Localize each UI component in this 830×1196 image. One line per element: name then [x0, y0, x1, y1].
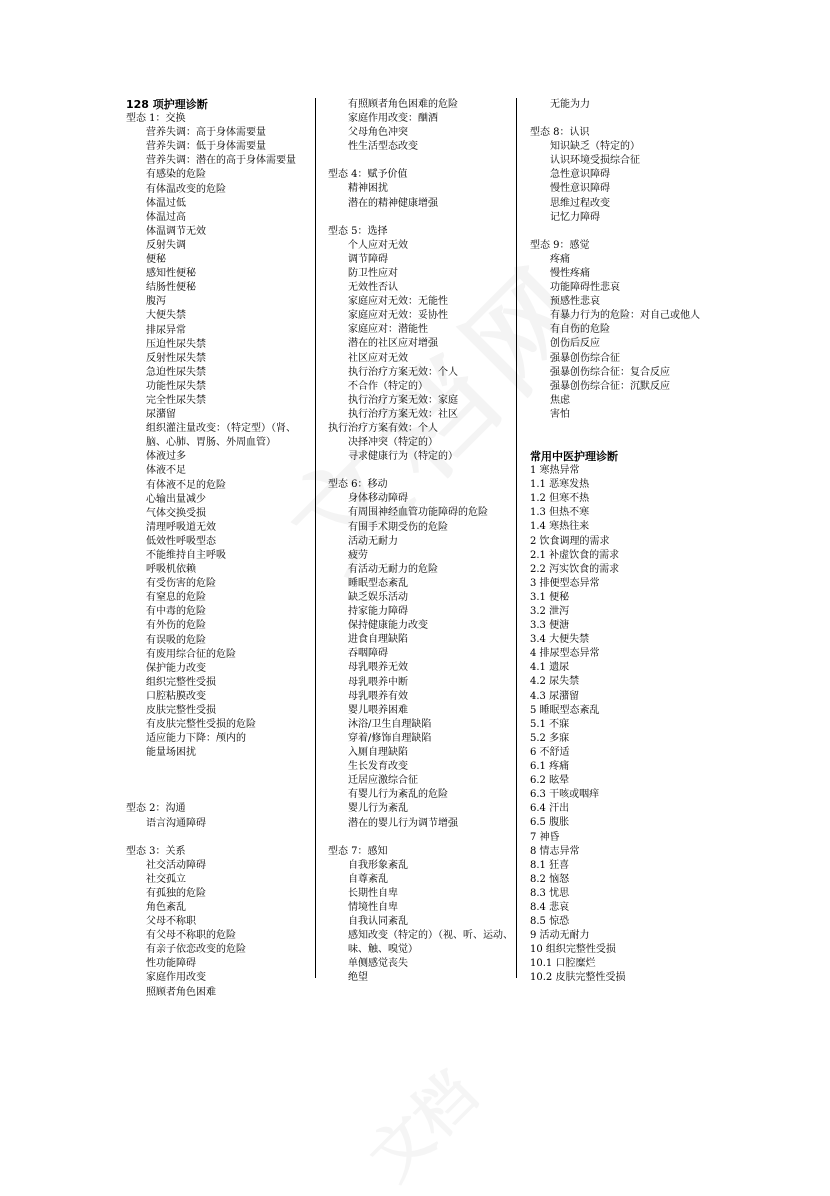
list-item: 5.1 不寐	[530, 718, 570, 730]
list-item: 母乳喂养无效	[348, 662, 408, 674]
list-item: 有中毒的危险	[146, 606, 206, 618]
list-item: 父母不称职	[146, 916, 196, 928]
column-3	[530, 98, 720, 986]
list-item: 5.2 多寐	[530, 732, 570, 744]
list-item: 母乳喂养中断	[348, 676, 408, 688]
list-item: 家庭应对无效：无能性	[348, 296, 448, 308]
list-item: 6 不舒适	[530, 746, 570, 758]
list-item: 记忆力障碍	[550, 211, 600, 223]
pattern-4-list	[328, 182, 514, 210]
list-item: 体温调节无效	[146, 225, 206, 237]
list-item: 保持健康能力改变	[348, 620, 428, 632]
list-item: 绝望	[348, 972, 368, 984]
list-item: 6.1 疼痛	[530, 761, 570, 773]
list-item: 活动无耐力	[348, 535, 398, 547]
list-item: 社交孤立	[146, 873, 186, 885]
list-item: 婴儿喂养困难	[348, 704, 408, 716]
list-item: 体液过多	[146, 451, 186, 463]
list-item: 功能障碍性悲哀	[550, 282, 620, 294]
list-item: 6.2 眩晕	[530, 775, 570, 787]
list-item: 不能维持自主呼吸	[146, 550, 226, 561]
list-item: 家庭应对：潜能性	[348, 324, 428, 336]
list-item: 有亲子依恋改变的危险	[146, 944, 246, 956]
pattern-7-list	[328, 859, 514, 929]
list-item: 8.3 忧思	[530, 887, 570, 899]
list-item: 尿潴留	[146, 409, 176, 421]
list-item: 大便失禁	[146, 310, 186, 322]
list-item: 皮肤完整性受损	[146, 705, 216, 717]
list-item: 4 排尿型态异常	[530, 648, 600, 660]
list-item: 4.3 尿潴留	[530, 690, 580, 702]
pattern-7-continued-list	[530, 98, 720, 112]
list-item: 6.5 腹胀	[530, 817, 570, 829]
pattern-1-list	[126, 126, 314, 422]
list-item: 强暴创伤综合征	[550, 352, 620, 364]
list-item: 呼吸机依赖	[146, 564, 196, 576]
list-item: 持家能力障碍	[348, 606, 408, 618]
list-item: 便秘	[146, 254, 166, 266]
list-item: 疼痛	[550, 253, 570, 265]
list-item: 长期性自卑	[348, 887, 398, 899]
list-item: 9 活动无耐力	[530, 930, 590, 942]
list-item: 家庭作用改变：酗酒	[348, 113, 438, 125]
list-item: 执行治疗方案无效：家庭	[348, 394, 458, 406]
list-item: 感知性便秘	[146, 268, 196, 280]
list-item: 6.4 汗出	[530, 803, 570, 815]
list-item: 自尊紊乱	[348, 873, 388, 885]
list-item: 慢性疼痛	[550, 267, 590, 279]
list-item: 营养失调：高于身体需要量	[146, 127, 266, 139]
list-item: 有窒息的危险	[146, 592, 206, 604]
pattern-2-list	[126, 817, 314, 831]
list-item: 有活动无耐力的危险	[348, 563, 438, 575]
list-item: 婴儿行为紊乱	[348, 803, 408, 815]
list-item: 2 饮食调理的需求	[530, 535, 610, 547]
list-item: 语言沟通障碍	[146, 817, 206, 829]
list-item: 精神困扰	[348, 183, 388, 195]
list-item: 社区应对无效	[348, 352, 408, 364]
list-item: 个人应对无效	[348, 239, 408, 251]
list-item: 迁居应激综合征	[348, 775, 418, 787]
pattern-5-list	[328, 239, 514, 422]
list-item: 10 组织完整性受损	[530, 944, 616, 956]
list-item: 有自伤的危险	[550, 324, 610, 336]
list-item: 排尿异常	[146, 324, 186, 336]
list-item: 急迫性尿失禁	[146, 366, 206, 378]
pattern-5-list-2	[328, 436, 514, 464]
list-item: 照顾者角色困难	[146, 986, 216, 998]
list-item: 调节障碍	[348, 253, 388, 265]
list-item: 3.2 泄泻	[530, 606, 570, 617]
list-item: 8.4 悲哀	[530, 901, 570, 913]
list-item: 有体液不足的危险	[146, 479, 226, 491]
list-item: 慢性意识障碍	[550, 183, 610, 195]
list-item: 单侧感觉丧失	[348, 958, 408, 970]
list-item: 自我形象紊乱	[348, 859, 408, 871]
list-item: 知识缺乏（特定的）	[550, 141, 640, 153]
pattern-8-list	[530, 140, 720, 225]
list-item: 1 寒热异常	[530, 465, 580, 477]
list-item: 强暴创伤综合征：沉默反应	[550, 380, 670, 392]
list-item: 体温过高	[146, 211, 186, 223]
list-item: 气体交换受损	[146, 507, 206, 519]
list-item: 4.2 尿失禁	[530, 676, 580, 688]
list-item: 不合作（特定的）	[348, 380, 428, 392]
tcm-title: 常用中医护理诊断	[530, 449, 618, 463]
column-1	[126, 98, 314, 1000]
list-item: 强暴创伤综合征：复合反应	[550, 366, 670, 378]
list-item: 性生活型态改变	[348, 141, 418, 153]
list-item: 家庭应对无效：妥协性	[348, 310, 448, 322]
list-item: 进食自理缺陷	[348, 634, 408, 646]
list-item: 防卫性应对	[348, 267, 398, 279]
list-item: 腹泻	[146, 296, 166, 308]
list-item: 无能为力	[550, 99, 590, 110]
list-item: 害怕	[550, 408, 570, 420]
list-item: 有受伤害的危险	[146, 578, 216, 590]
list-item: 组织完整性受损	[146, 676, 216, 688]
list-item: 1.1 恶寒发热	[530, 479, 590, 491]
pattern-2-heading: 型态 2：沟通	[126, 803, 186, 815]
list-item: 有体温改变的危险	[146, 183, 226, 195]
list-item: 清理呼吸道无效	[146, 521, 216, 533]
pattern-6-list	[328, 492, 514, 830]
list-item: 有围手术期受伤的危险	[348, 521, 448, 533]
list-item: 1.2 但寒不热	[530, 493, 590, 505]
list-item: 吞咽障碍	[348, 648, 388, 660]
list-item: 决择冲突（特定的）	[348, 437, 438, 449]
list-item: 完全性尿失禁	[146, 394, 206, 406]
pattern-4-heading: 型态 4：赋予价值	[328, 169, 408, 181]
list-item: 无效性否认	[348, 282, 398, 294]
list-item: 有废用综合征的危险	[146, 648, 236, 660]
list-item: 执行治疗方案无效：社区	[348, 408, 458, 420]
list-item: 反射性尿失禁	[146, 352, 206, 364]
list-item: 父母角色冲突	[348, 127, 408, 139]
pattern-8-heading: 型态 8：认识	[530, 127, 590, 139]
pattern-7-heading: 型态 7：感知	[328, 845, 388, 857]
list-item: 1.3 但热不寒	[530, 507, 590, 519]
column-divider-2	[516, 98, 517, 978]
pattern-3-heading: 型态 3：关系	[126, 845, 186, 857]
list-item: 性功能障碍	[146, 958, 196, 970]
list-item: 有孤独的危险	[146, 887, 206, 899]
doc-title: 128 项护理诊断	[126, 98, 208, 111]
list-item: 6.3 干咳或咽痒	[530, 789, 600, 801]
list-item: 社交活动障碍	[146, 859, 206, 871]
list-item: 角色紊乱	[146, 901, 186, 913]
list-item: 有感染的危险	[146, 169, 206, 181]
list-item: 体温过低	[146, 197, 186, 209]
list-item: 3 排便型态异常	[530, 577, 600, 589]
list-item: 入厕自理缺陷	[348, 747, 408, 759]
list-item: 营养失调：低于身体需要量	[146, 141, 266, 153]
list-item: 10.2 皮肤完整性受损	[530, 972, 626, 984]
list-item: 执行治疗方案无效：个人	[348, 366, 458, 378]
list-item: 8.5 惊恐	[530, 916, 570, 928]
pattern-3-continued-list	[328, 98, 514, 154]
list-item: 家庭作用改变	[146, 972, 206, 984]
list-item: 身体移动障碍	[348, 493, 408, 505]
list-item: 结肠性便秘	[146, 282, 196, 294]
list-item: 思维过程改变	[550, 197, 610, 209]
list-item: 压迫性尿失禁	[146, 338, 206, 350]
list-item: 口腔粘膜改变	[146, 690, 206, 702]
list-item: 10.1 口腔糜烂	[530, 958, 596, 970]
list-item: 心输出量减少	[146, 493, 206, 505]
pattern-6-heading: 型态 6：移动	[328, 479, 388, 491]
pattern-1-wrapped-item: 组织灌注量改变：（特定型）（肾、脑、心肺、胃肠、外周血管）	[146, 423, 296, 449]
list-item: 疲劳	[348, 549, 368, 561]
list-item: 1.4 寒热往来	[530, 521, 590, 533]
pattern-7-list-2	[328, 957, 514, 985]
list-item: 4.1 遗尿	[530, 662, 570, 674]
list-item: 穿着/修饰自理缺陷	[348, 732, 432, 744]
list-item: 潜在的精神健康增强	[348, 197, 438, 209]
list-item: 3.4 大便失禁	[530, 634, 590, 646]
list-item: 有皮肤完整性受损的危险	[146, 719, 256, 731]
list-item: 适应能力下降：颅内的	[146, 733, 246, 745]
list-item: 2.1 补虚饮食的需求	[530, 549, 620, 561]
list-item: 睡眠型态紊乱	[348, 577, 408, 589]
list-item: 有暴力行为的危险：对自己或他人	[550, 310, 700, 322]
pattern-1-heading: 型态 1：交换	[126, 113, 186, 125]
pattern-9-list	[530, 253, 720, 422]
list-item: 5 睡眠型态紊乱	[530, 704, 600, 716]
tcm-list	[530, 464, 720, 985]
list-item: 8 情志异常	[530, 845, 580, 857]
column-divider-1	[315, 98, 316, 978]
pattern-1-list-2	[126, 450, 314, 760]
list-item: 3.3 便溏	[530, 620, 570, 632]
list-item: 寻求健康行为（特定的）	[348, 451, 458, 463]
list-item: 母乳喂养有效	[348, 690, 408, 702]
list-item: 功能性尿失禁	[146, 380, 206, 392]
column-2	[328, 98, 514, 986]
list-item: 潜在的婴儿行为调节增强	[348, 817, 458, 829]
list-item: 有父母不称职的危险	[146, 930, 236, 942]
list-item: 3.1 便秘	[530, 591, 570, 603]
list-item: 体液不足	[146, 465, 186, 477]
list-item: 情境性自卑	[348, 901, 398, 913]
list-item: 有照顾者角色困难的危险	[348, 99, 458, 110]
list-item: 沐浴/卫生自理缺陷	[348, 718, 432, 730]
list-item: 2.2 泻实饮食的需求	[530, 563, 620, 575]
list-item: 创伤后反应	[550, 338, 600, 350]
list-item: 生长发育改变	[348, 761, 408, 773]
pattern-3-list	[126, 859, 314, 1000]
list-item: 预感性悲哀	[550, 296, 600, 308]
list-item: 8.1 狂喜	[530, 859, 570, 871]
list-item: 焦虑	[550, 394, 570, 406]
list-item: 有周围神经血管功能障碍的危险	[348, 507, 488, 519]
list-item: 有婴儿行为紊乱的危险	[348, 789, 448, 801]
list-item: 营养失调：潜在的高于身体需要量	[146, 155, 296, 167]
list-item: 急性意识障碍	[550, 169, 610, 181]
list-item: 缺乏娱乐活动	[348, 592, 408, 603]
list-item: 能量场困扰	[146, 747, 196, 759]
list-item: 认识环境受损综合征	[550, 155, 640, 167]
pattern-5-flush-item: 执行治疗方案有效：个人	[328, 422, 438, 434]
list-item: 7 神昏	[530, 831, 560, 843]
list-item: 反射失调	[146, 239, 186, 251]
pattern-9-heading: 型态 9：感觉	[530, 239, 590, 251]
pattern-7-wrapped-item: 感知改变（特定的）（视、听、运动、味、触、嗅觉）	[348, 930, 513, 956]
list-item: 有误吸的危险	[146, 634, 206, 646]
list-item: 8.2 恼怒	[530, 873, 570, 885]
list-item: 低效性呼吸型态	[146, 535, 216, 547]
list-item: 保护能力改变	[146, 662, 206, 674]
list-item: 自我认同紊乱	[348, 916, 408, 928]
pattern-5-heading: 型态 5：选择	[328, 225, 388, 237]
list-item: 有外伤的危险	[146, 620, 206, 632]
list-item: 潜在的社区应对增强	[348, 338, 438, 350]
